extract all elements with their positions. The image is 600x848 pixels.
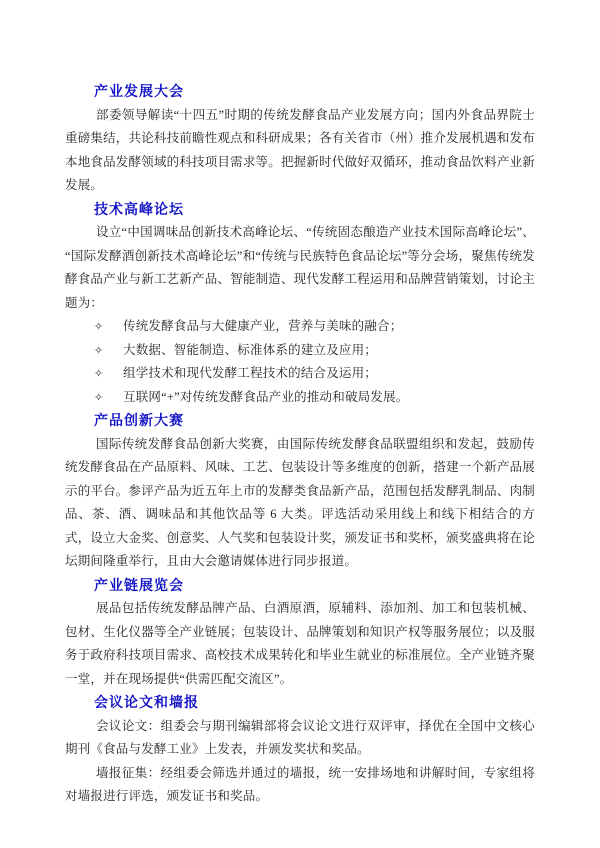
- bullet-text: 传统发酵食品与大健康产业，营养与美味的融合；: [123, 319, 403, 333]
- section-heading-product-innovation-contest: 产品创新大赛: [94, 412, 184, 428]
- bullet-item: [94, 386, 535, 410]
- paragraph: 墙报征集：经组委会筛选并通过的墙报，统一安排场地和讲解时间，专家组将对墙报进行评选，颁发证书和奖品。: [65, 765, 535, 803]
- section-heading-tech-summit-forum: 技术高峰论坛: [94, 200, 184, 217]
- section-heading-industry-conference: 产业发展大会: [94, 83, 184, 99]
- paragraph: 国际传统发酵食品创新大奖赛，由国际传统发酵食品联盟组织和发起，鼓励传统发酵食品在产品原料、风味、工艺、包装设计等多维度的创新，搭建一个新产品展示的平台。参评产品为近五年上市的发酵类食品新产品，范围包括发酵乳制品、肉制品、茶、酒、调味品和其他饮品等 6 大类。评选活动采用线上和线下相结合的方式，设立大金奖、创意奖、人气奖和包装设计奖，颁发证书和奖杯，颁奖盛典将在论坛期间隆重举行，且由大会邀请媒体进行同步报道。: [65, 436, 535, 568]
- bullet-text: 互联网“+”对传统发酵食品产业的推动和破局发展。: [123, 389, 409, 404]
- four-pointed-star-bullet-icon: ✧: [94, 367, 104, 380]
- bullet-text: 组学技术和现代发酵工程技术的结合及运用；: [123, 366, 378, 380]
- bullet-item: [94, 339, 535, 363]
- bullet-item: [94, 362, 535, 386]
- bullet-text: 大数据、智能制造、标准体系的建立及应用；: [123, 342, 378, 357]
- paragraph: 会议论文：组委会与期刊编辑部将会议论文进行双评审，择优在全国中文核心期刊《食品与发酵工业》上发表，并颁发奖状和奖品。: [65, 718, 535, 756]
- bullet-item: [94, 315, 535, 339]
- section-heading-papers-and-posters: 会议论文和墙报: [94, 694, 199, 710]
- section-heading-industry-chain-expo: 产业链展览会: [94, 576, 184, 593]
- four-pointed-star-bullet-icon: ✧: [94, 343, 104, 357]
- four-pointed-star-bullet-icon: ✧: [94, 390, 104, 404]
- paragraph: 展品包括传统发酵品牌产品、白酒原酒，原辅料、添加剂、加工和包装机械、包材、生化仪器等全产业链展；包装设计、品牌策划和知识产权等服务展位；以及服务于政府科技项目需求、高校技术成果转化和毕业生就业的标准展位。全产业链齐聚一堂，并在现场提供“供需匹配交流区”。: [65, 601, 535, 686]
- paragraph: 设立“中国调味品创新技术高峰论坛、“传统固态酿造产业技术国际高峰论坛”、“国际发酵酒创新技术高峰论坛”和“传统与民族特色食品论坛”等分会场，聚焦传统发酵食品产业与新工艺新产品、智能制造、现代发酵工程运用和品牌营销策划，讨论主题为：: [65, 225, 535, 310]
- paragraph: 部委领导解读“十四五”时期的传统发酵食品产业发展方向；国内外食品界院士重磅集结，共论科技前瞻性观点和科研成果；各有关省市（州）推介发展机遇和发布本地食品发酵领域的科技项目需求等。把握新时代做好双循环，推动食品饮料产业新发展。: [65, 107, 535, 192]
- four-pointed-star-bullet-icon: ✧: [94, 320, 104, 333]
